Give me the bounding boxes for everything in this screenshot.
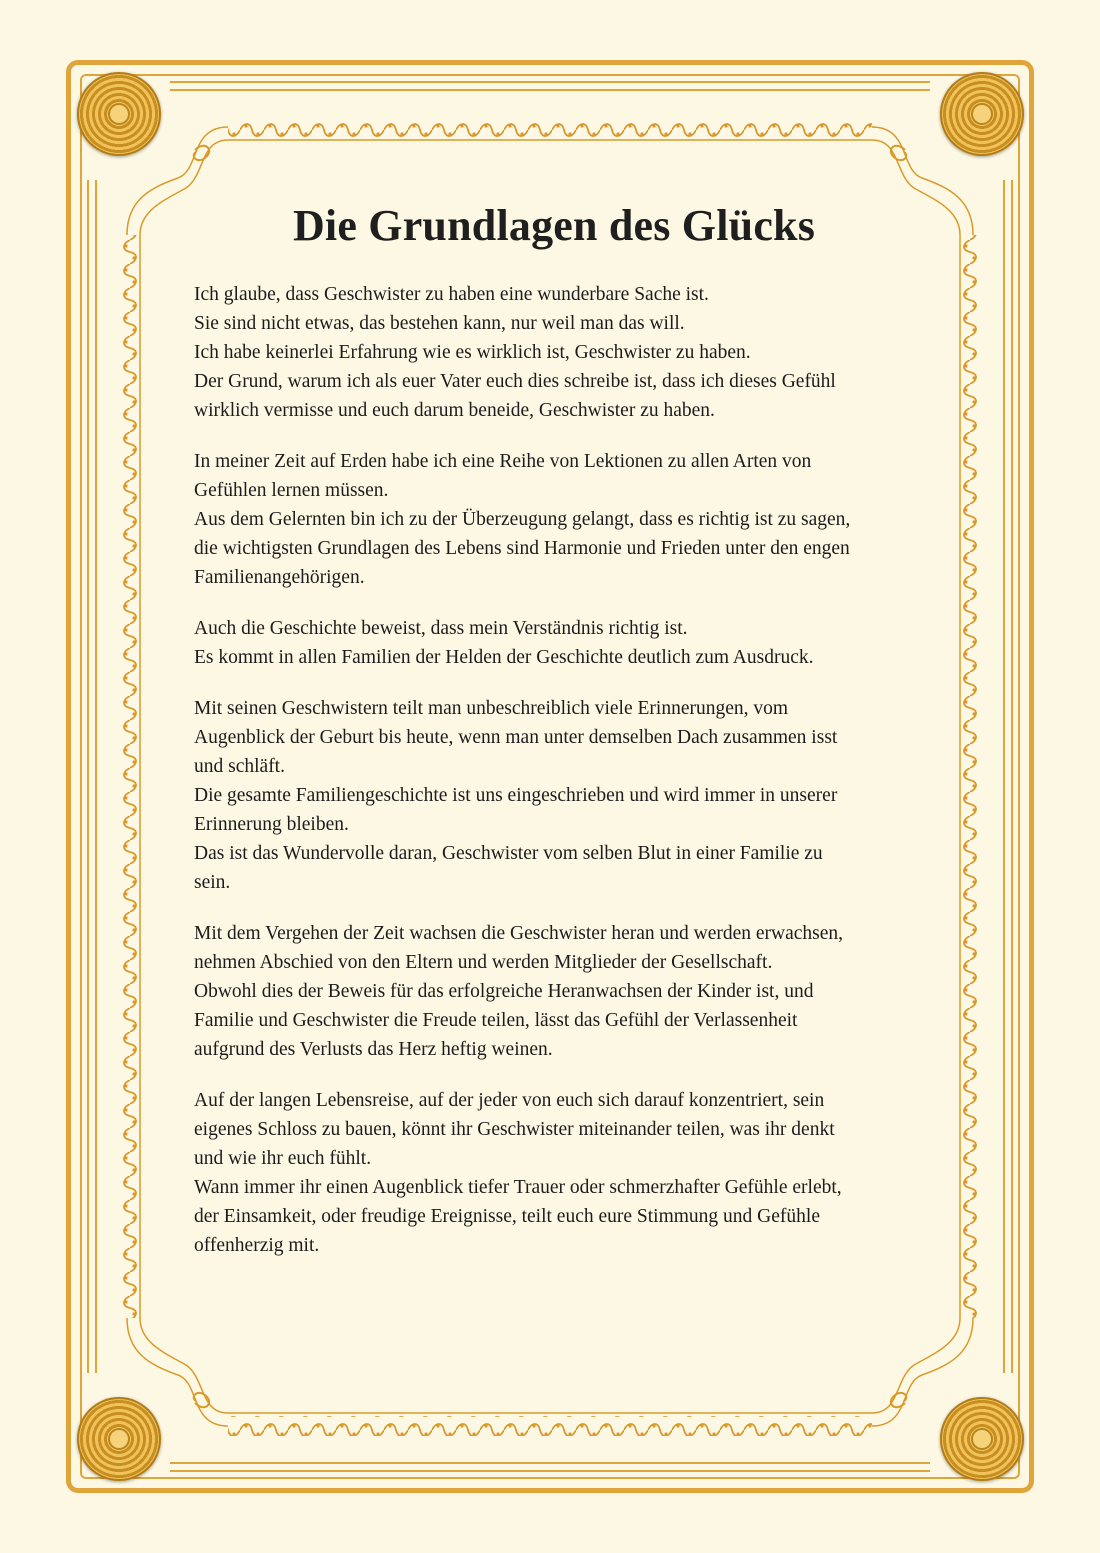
corner-medallion-top-right	[940, 72, 1024, 156]
text-line: Obwohl dies der Beweis für das erfolgreiche Heranwachsen der Kinder ist, und	[194, 981, 814, 1002]
paragraph	[194, 614, 914, 672]
paragraph	[194, 1086, 914, 1260]
text-line: Wann immer ihr einen Augenblick tiefer Trauer oder schmerzhafter Gefühle erlebt,	[194, 1177, 842, 1198]
text-line: Sie sind nicht etwas, das bestehen kann, nur weil man das will.	[194, 313, 685, 334]
text-line: Familie und Geschwister die Freude teilen, lässt das Gefühl der Verlassenheit	[194, 1010, 798, 1031]
paragraphs-container	[194, 280, 914, 1260]
text-line: aufgrund des Verlusts das Herz heftig weinen.	[194, 1039, 553, 1060]
text-line: die wichtigsten Grundlagen des Lebens sind Harmonie und Frieden unter den engen	[194, 538, 850, 559]
text-line: Augenblick der Geburt bis heute, wenn man unter demselben Dach zusammen isst	[194, 727, 838, 748]
text-line: Ich habe keinerlei Erfahrung wie es wirklich ist, Geschwister zu haben.	[194, 342, 751, 363]
corner-medallion-bottom-left	[77, 1397, 161, 1481]
text-line: offenherzig mit.	[194, 1235, 320, 1256]
letter-body	[194, 196, 914, 1282]
paragraph	[194, 447, 914, 592]
text-line: nehmen Abschied von den Eltern und werden Mitglieder der Gesellschaft.	[194, 952, 773, 973]
text-line: Auch die Geschichte beweist, dass mein Verständnis richtig ist.	[194, 618, 688, 639]
text-line: Ich glaube, dass Geschwister zu haben eine wunderbare Sache ist.	[194, 284, 709, 305]
text-line: Der Grund, warum ich als euer Vater euch dies schreibe ist, dass ich dieses Gefühl	[194, 371, 836, 392]
text-line: Erinnerung bleiben.	[194, 814, 349, 835]
text-line: Gefühlen lernen müssen.	[194, 480, 389, 501]
text-line: Mit dem Vergehen der Zeit wachsen die Geschwister heran und werden erwachsen,	[194, 923, 844, 944]
corner-medallion-bottom-right	[940, 1397, 1024, 1481]
corner-medallion-top-left	[77, 72, 161, 156]
text-line: wirklich vermisse und euch darum beneide, Geschwister zu haben.	[194, 400, 715, 421]
text-line: Das ist das Wundervolle daran, Geschwister vom selben Blut in einer Familie zu	[194, 843, 823, 864]
text-line: der Einsamkeit, oder freudige Ereignisse, teilt euch eure Stimmung und Gefühle	[194, 1206, 820, 1227]
paragraph	[194, 280, 914, 425]
text-line: Mit seinen Geschwistern teilt man unbeschreiblich viele Erinnerungen, vom	[194, 698, 789, 719]
text-line: und schläft.	[194, 756, 285, 777]
paragraph	[194, 919, 914, 1064]
paragraph	[194, 694, 914, 897]
text-line: Aus dem Gelernten bin ich zu der Überzeugung gelangt, dass es richtig ist zu sagen,	[194, 509, 851, 530]
text-line: sein.	[194, 872, 231, 893]
text-line: Es kommt in allen Familien der Helden der Geschichte deutlich zum Ausdruck.	[194, 647, 814, 668]
document-title: Die Grundlagen des Glücks	[292, 201, 816, 250]
text-line: Die gesamte Familiengeschichte ist uns eingeschrieben und wird immer in unserer	[194, 785, 838, 806]
text-line: Familienangehörigen.	[194, 567, 365, 588]
text-line: In meiner Zeit auf Erden habe ich eine Reihe von Lektionen zu allen Arten von	[194, 451, 812, 472]
text-line: und wie ihr euch fühlt.	[194, 1148, 372, 1169]
text-line: Auf der langen Lebensreise, auf der jeder von euch sich darauf konzentriert, sein	[194, 1090, 825, 1111]
text-line: eigenes Schloss zu bauen, könnt ihr Geschwister miteinander teilen, was ihr denkt	[194, 1119, 835, 1140]
